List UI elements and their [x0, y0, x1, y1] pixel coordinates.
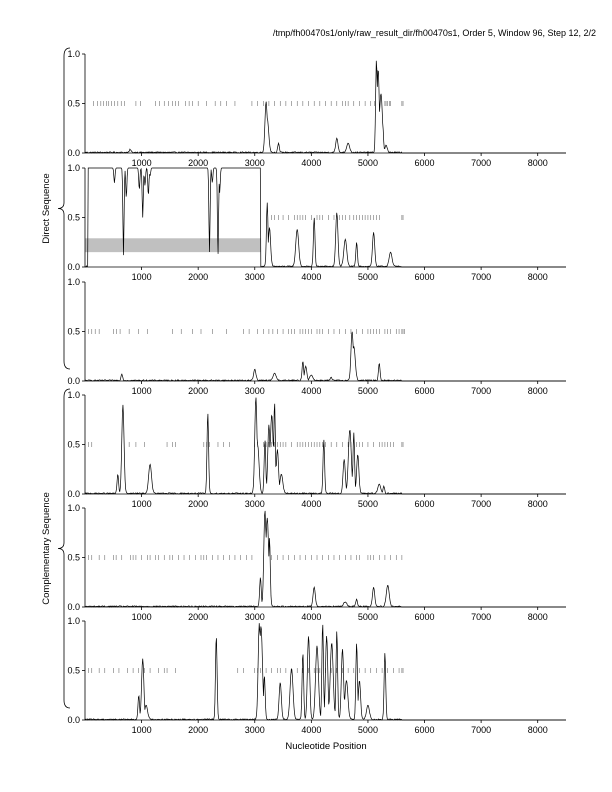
- y-tick-label: 1.0: [67, 503, 80, 513]
- x-tick-label: 6000: [414, 158, 435, 168]
- x-tick-label: 8000: [527, 386, 548, 396]
- y-tick-label: 0.0: [67, 376, 80, 386]
- y-tick-label: 0.0: [67, 602, 80, 612]
- x-tick-label: 2000: [188, 386, 209, 396]
- panel-4: [67, 390, 566, 509]
- y-tick-label: 1.0: [67, 390, 80, 400]
- y-tick-label: 0.5: [67, 552, 80, 563]
- panel-2: [67, 163, 566, 282]
- y-tick-label: 0.5: [67, 326, 80, 337]
- x-tick-label: 2000: [188, 612, 209, 622]
- panel-3: [67, 277, 566, 396]
- y-tick-label: 1.0: [67, 616, 80, 626]
- x-tick-label: 4000: [301, 158, 322, 168]
- x-tick-label: 5000: [357, 499, 378, 509]
- panel-5: [67, 503, 566, 622]
- x-tick-label: 1000: [131, 725, 152, 735]
- x-tick-label: 4000: [301, 725, 322, 735]
- x-tick-label: 5000: [357, 158, 378, 168]
- x-tick-label: 7000: [471, 272, 492, 282]
- signal-line: [85, 511, 566, 607]
- x-tick-label: 6000: [414, 499, 435, 509]
- x-tick-label: 8000: [527, 725, 548, 735]
- x-tick-label: 3000: [244, 725, 265, 735]
- signal-line: [85, 332, 566, 381]
- y-tick-label: 0.5: [67, 212, 80, 223]
- x-tick-label: 5000: [357, 612, 378, 622]
- y-tick-label: 0.0: [67, 262, 80, 272]
- x-tick-label: 4000: [301, 272, 322, 282]
- x-tick-label: 6000: [414, 612, 435, 622]
- x-tick-label: 7000: [471, 725, 492, 735]
- panel-6: [67, 616, 566, 735]
- x-tick-label: 8000: [527, 612, 548, 622]
- x-tick-label: 1000: [131, 158, 152, 168]
- x-tick-label: 1000: [131, 386, 152, 396]
- x-axis-label: Nucleotide Position: [285, 741, 367, 752]
- y-tick-label: 0.5: [67, 98, 80, 109]
- x-tick-label: 1000: [131, 272, 152, 282]
- panel-1: [67, 49, 566, 168]
- x-tick-label: 7000: [471, 158, 492, 168]
- x-tick-label: 5000: [357, 272, 378, 282]
- x-tick-label: 7000: [471, 386, 492, 396]
- y-tick-label: 0.0: [67, 715, 80, 725]
- x-tick-label: 5000: [357, 386, 378, 396]
- x-tick-label: 6000: [414, 725, 435, 735]
- group-brace: [58, 389, 70, 708]
- x-tick-label: 2000: [188, 725, 209, 735]
- y-tick-label: 0.5: [67, 439, 80, 450]
- x-tick-label: 2000: [188, 272, 209, 282]
- group-2: [41, 389, 70, 708]
- y-tick-label: 0.5: [67, 665, 80, 676]
- x-tick-label: 4000: [301, 386, 322, 396]
- y-tick-label: 1.0: [67, 163, 80, 173]
- y-tick-label: 1.0: [67, 277, 80, 287]
- x-tick-label: 3000: [244, 272, 265, 282]
- x-tick-label: 8000: [527, 158, 548, 168]
- x-tick-label: 8000: [527, 499, 548, 509]
- panels: [67, 49, 566, 735]
- x-tick-label: 3000: [244, 386, 265, 396]
- x-tick-label: 6000: [414, 272, 435, 282]
- signal-line: [85, 61, 566, 153]
- x-tick-label: 6000: [414, 386, 435, 396]
- x-tick-label: 7000: [471, 612, 492, 622]
- group-1: [41, 48, 70, 369]
- x-tick-label: 3000: [244, 499, 265, 509]
- x-tick-label: 7000: [471, 499, 492, 509]
- x-tick-label: 3000: [244, 158, 265, 168]
- group-brace: [58, 48, 70, 369]
- group-label: Direct Sequence: [41, 173, 52, 244]
- y-tick-label: 0.0: [67, 489, 80, 499]
- chart-title: /tmp/fh00470s1/only/raw_result_dir/fh00470s1, Order 5, Window 96, Step 12, 2/2: [272, 28, 596, 38]
- x-tick-label: 4000: [301, 612, 322, 622]
- x-tick-label: 1000: [131, 499, 152, 509]
- x-tick-label: 4000: [301, 499, 322, 509]
- x-tick-label: 3000: [244, 612, 265, 622]
- x-tick-label: 5000: [357, 725, 378, 735]
- group-labels: [41, 48, 70, 708]
- y-tick-label: 1.0: [67, 49, 80, 59]
- group-label: Complementary Sequence: [41, 492, 52, 605]
- x-tick-label: 1000: [131, 612, 152, 622]
- y-tick-label: 0.0: [67, 148, 80, 158]
- x-tick-label: 2000: [188, 158, 209, 168]
- signal-line: [85, 623, 566, 720]
- highlight-band: [85, 238, 260, 252]
- x-tick-label: 2000: [188, 499, 209, 509]
- x-tick-label: 8000: [527, 272, 548, 282]
